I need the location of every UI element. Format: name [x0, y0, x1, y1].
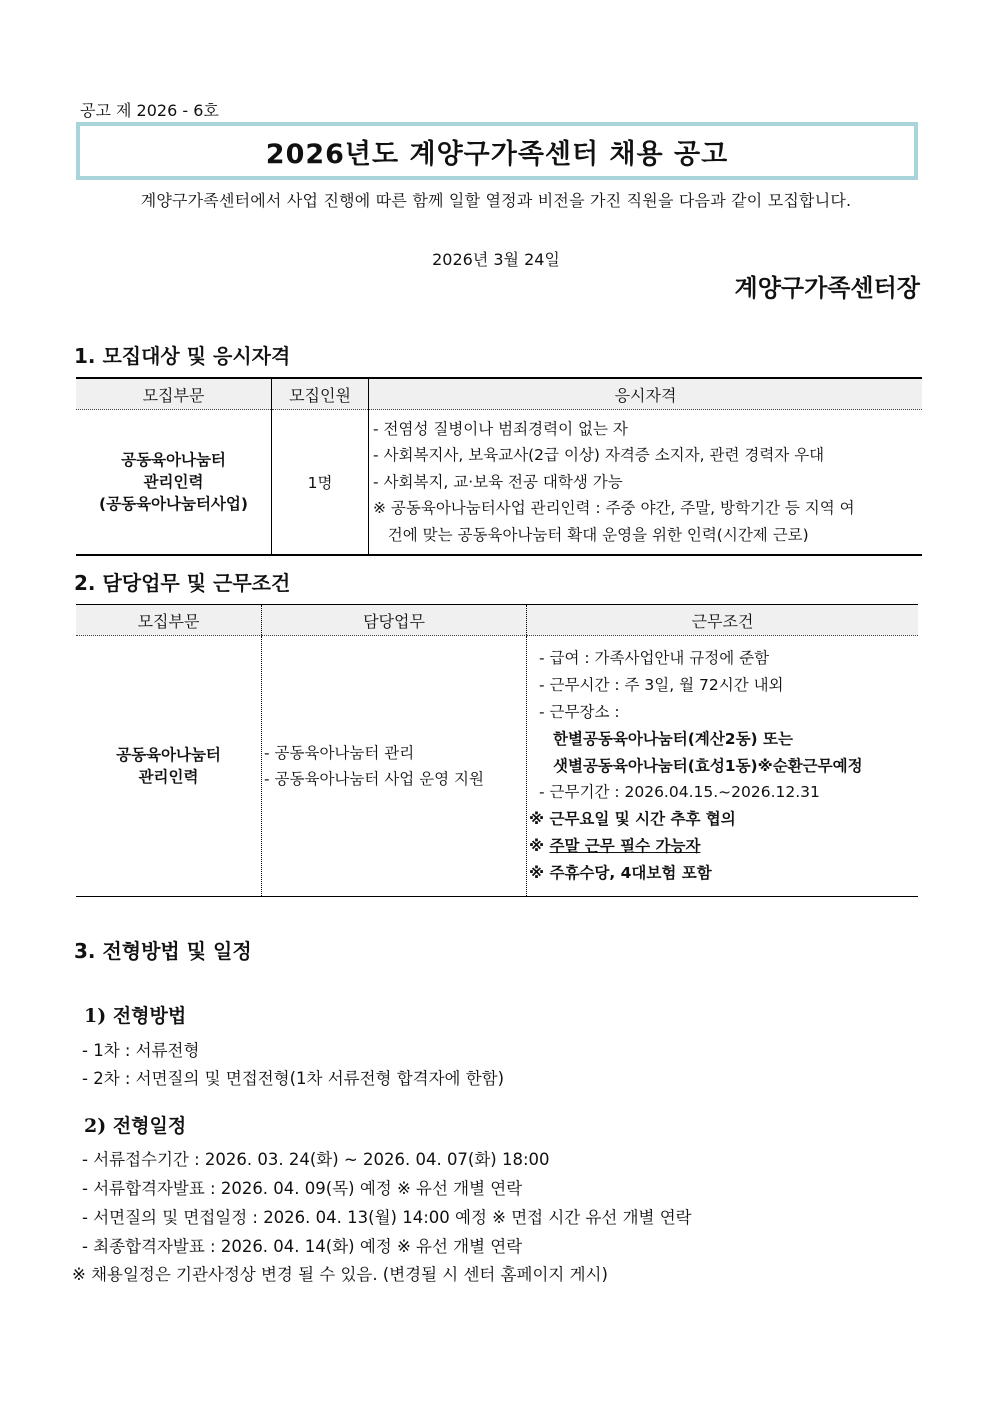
schedule-item: - 서면질의 및 면접일정 : 2026. 04. 13(월) 14:00 예정 ※ 면접 시간 유선 개별 연락	[82, 1208, 692, 1227]
note-mark: ※	[529, 836, 550, 855]
dept-cell	[76, 636, 262, 897]
dept-line: (공동육아나눔터사업)	[99, 495, 248, 513]
schedule-item: - 서류합격자발표 : 2026. 04. 09(목) 예정 ※ 유선 개별 연락	[82, 1179, 523, 1198]
header-condition: 근무조건	[527, 605, 919, 636]
issuer: 계양구가족센터장	[734, 274, 920, 302]
notice-number: 공고 제 2026 - 6호	[80, 101, 219, 120]
condition-place-label: - 근무장소 :	[539, 703, 620, 721]
condition-note: ※ 주휴수당, 4대보험 포함	[529, 863, 712, 882]
schedule-item: - 최종합격자발표 : 2026. 04. 14(화) 예정 ※ 유선 개별 연락	[82, 1237, 523, 1256]
condition-place: 샛별공동육아나눔터(효성1동)※순환근무예정	[553, 756, 863, 775]
table-header-row	[76, 378, 922, 410]
dept-line: 공동육아나눔터	[116, 746, 221, 764]
table-row	[76, 636, 918, 897]
header-dept: 모집부문	[76, 378, 272, 410]
duty-item: - 공동육아나눔터 관리	[264, 744, 415, 762]
section2-title: 2. 담당업무 및 근무조건	[74, 571, 291, 595]
condition-place: 한별공동육아나눔터(계산2동) 또는	[553, 729, 793, 748]
schedule-title: 2) 전형일정	[84, 1115, 187, 1137]
qualification-cell	[369, 410, 923, 556]
intro-text: 계양구가족센터에서 사업 진행에 따른 함께 일할 열정과 비전을 가진 직원을 다음과 같이 모집합니다.	[140, 191, 852, 210]
count-cell: 1명	[272, 410, 369, 556]
qualification-item: - 전염성 질병이나 범죄경력이 없는 자	[373, 419, 628, 438]
method-item: - 2차 : 서면질의 및 면접전형(1차 서류전형 합격자에 한함)	[82, 1069, 505, 1088]
dept-cell	[76, 410, 272, 556]
header-count: 모집인원	[272, 378, 369, 410]
schedule-footnote: ※ 채용일정은 기관사정상 변경 될 수 있음. (변경될 시 센터 홈페이지 게시)	[72, 1265, 608, 1284]
dept-line: 관리인력	[143, 473, 204, 491]
qualification-item: - 사회복지, 교·보육 전공 대학생 가능	[373, 472, 623, 491]
table-row	[76, 410, 922, 556]
page-title: 2026년도 계양구가족센터 채용 공고	[265, 138, 729, 170]
condition-hours: - 근무시간 : 주 3일, 월 72시간 내외	[539, 676, 784, 695]
duty-table	[76, 604, 918, 897]
condition-cell	[527, 636, 919, 897]
dept-line: 공동육아나눔터	[121, 451, 226, 469]
title-box	[76, 122, 918, 180]
dept-line: 관리인력	[138, 768, 199, 786]
section3-title: 3. 전형방법 및 일정	[74, 939, 252, 963]
header-duty: 담당업무	[262, 605, 527, 636]
section1-title: 1. 모집대상 및 응시자격	[74, 344, 291, 368]
condition-pay: - 급여 : 가족사업안내 규정에 준함	[539, 649, 770, 668]
qualification-item: 건에 맞는 공동육아나눔터 확대 운영을 위한 인력(시간제 근로)	[373, 525, 809, 544]
condition-note: ※ 근무요일 및 시간 추후 협의	[529, 810, 736, 829]
method-title: 1) 전형방법	[84, 1005, 187, 1027]
note-underlined: 주말 근무 필수 가능자	[549, 836, 701, 855]
table-header-row	[76, 605, 918, 636]
qualification-item: ※ 공동육아나눔터사업 관리인력 : 주중 야간, 주말, 방학기간 등 지역 여	[373, 499, 855, 518]
duty-cell	[262, 636, 527, 897]
schedule-item: - 서류접수기간 : 2026. 03. 24(화) ~ 2026. 04. 07(화) 18:00	[82, 1150, 550, 1169]
condition-period: - 근무기간 : 2026.04.15.~2026.12.31	[539, 783, 820, 802]
qualification-item: - 사회복지사, 보육교사(2급 이상) 자격증 소지자, 관련 경력자 우대	[373, 446, 825, 465]
duty-item: - 공동육아나눔터 사업 운영 지원	[264, 770, 484, 788]
header-qualification: 응시자격	[369, 378, 923, 410]
qualification-table	[76, 377, 922, 556]
notice-date: 2026년 3월 24일	[432, 250, 560, 269]
condition-note	[529, 833, 914, 860]
header-dept: 모집부문	[76, 605, 262, 636]
method-item: - 1차 : 서류전형	[82, 1041, 200, 1060]
